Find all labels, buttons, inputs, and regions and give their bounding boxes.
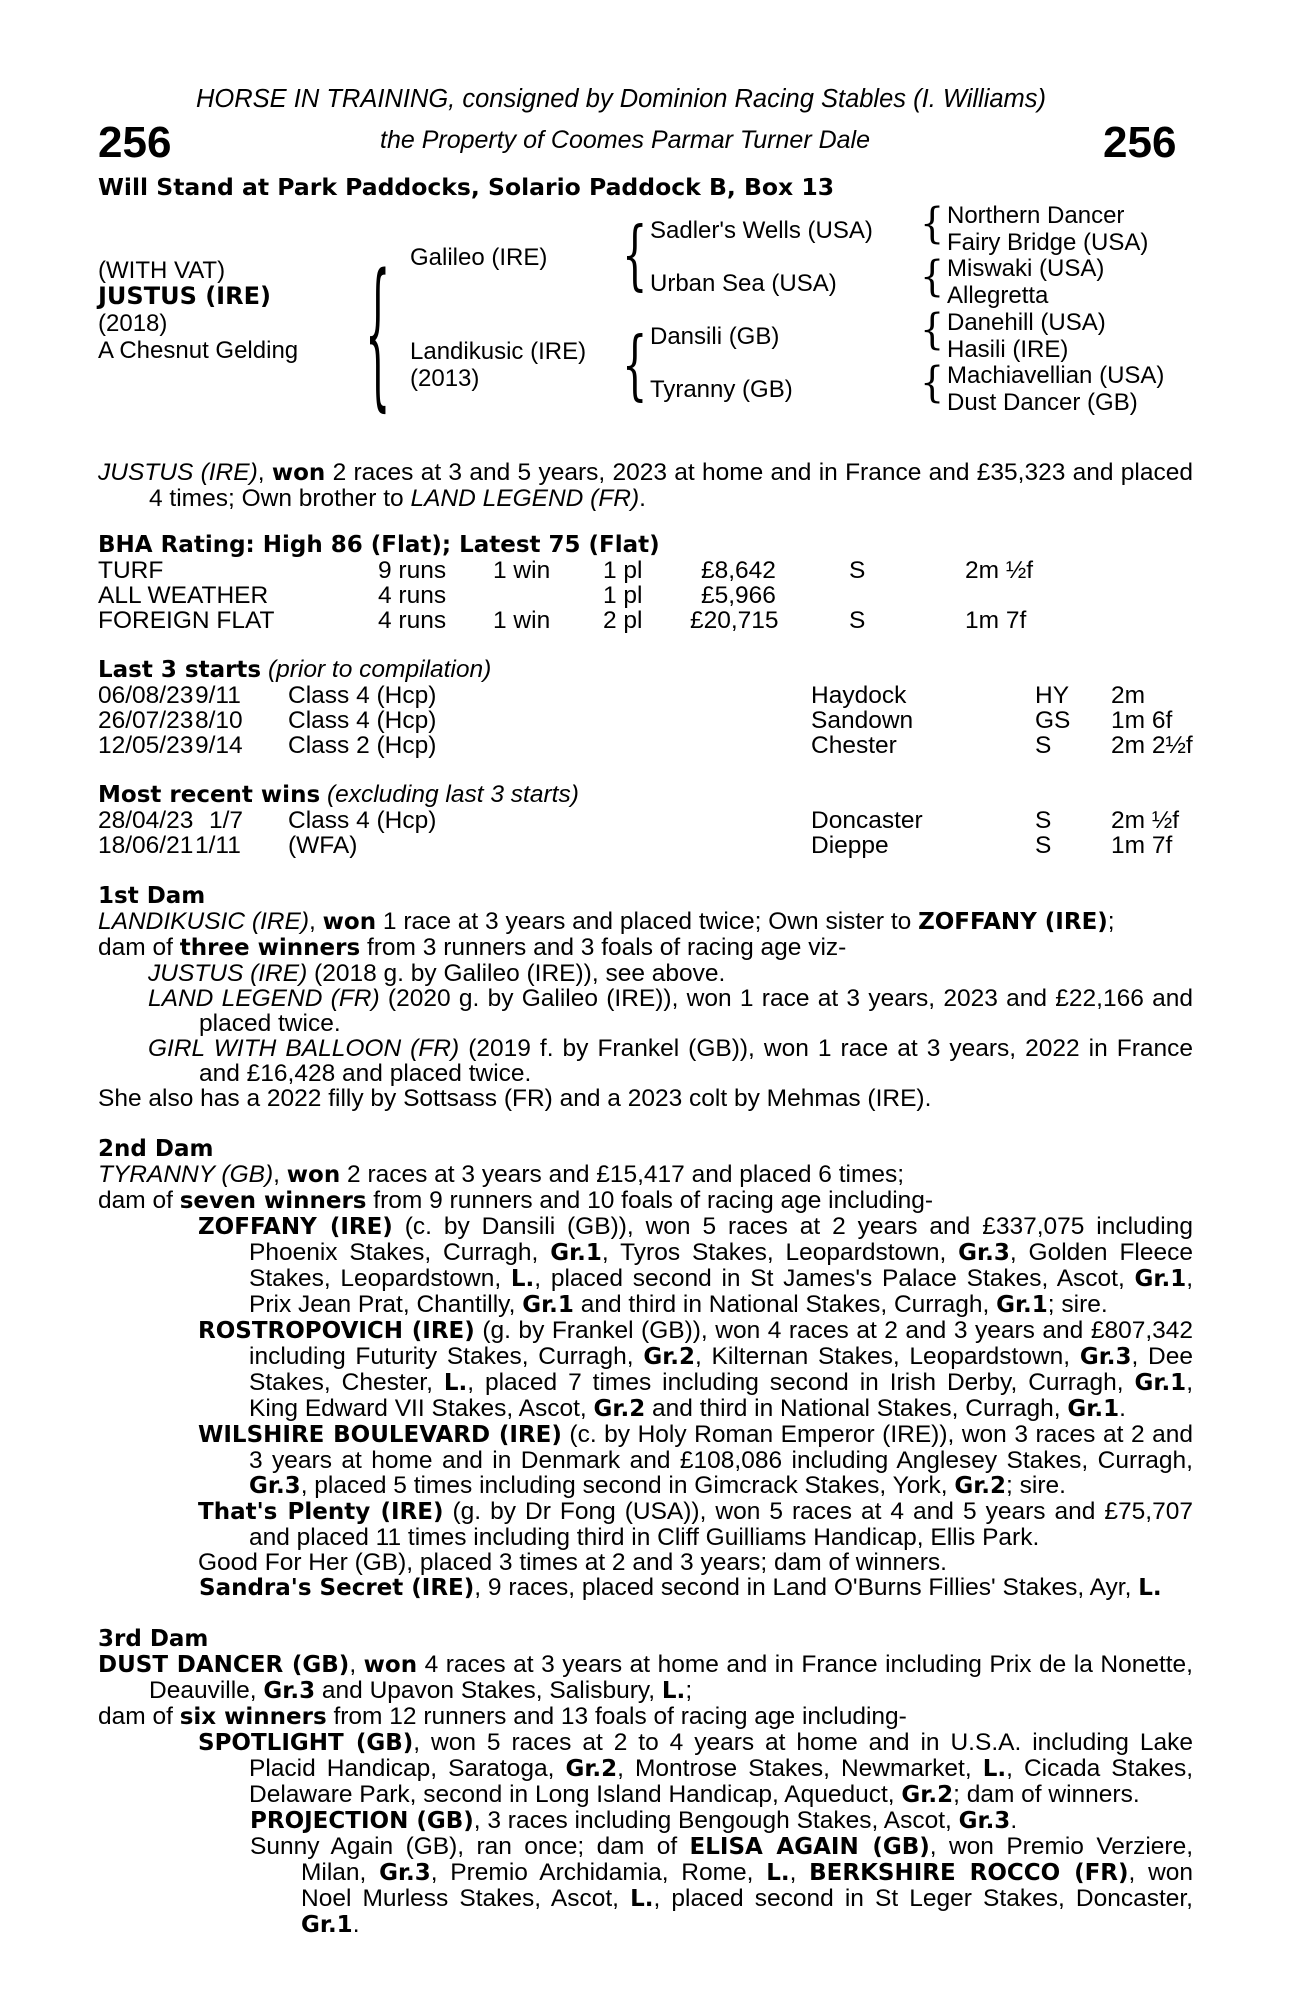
rating-row — [98, 558, 1193, 583]
third-dam-produce-line — [98, 1704, 1193, 1730]
text-run: and Upavon Stakes, Salisbury, — [315, 1677, 662, 1704]
produce-entry-projection — [98, 1808, 1193, 1834]
summary-text: 2 races at 3 and 5 years, 2023 at home and in France and £35,323 and placed 4 times; Own brother to — [149, 459, 1194, 512]
start-date: 26/07/23 — [98, 707, 194, 734]
recent-wins-section — [98, 782, 1193, 858]
rating-runs: 4 runs — [378, 582, 447, 609]
lot-number-left: 256 — [98, 118, 172, 167]
text-run: , Tyros Stakes, Leopardstown, — [601, 1239, 959, 1266]
first-dam-name: LANDIKUSIC (IRE) — [98, 908, 310, 935]
third-dam-dam-of: dam of — [98, 1703, 180, 1730]
start-going: HY — [1035, 682, 1070, 709]
summary-paragraph: JUSTUS (IRE), won 2 races at 3 and 5 years, 2023 at home and in France and £35,323 and placed 4 times; Own brother to LAND LEGEND (FR). — [98, 459, 1194, 512]
first-dam-won: won — [322, 909, 377, 935]
text-run: Gr.2 — [901, 1782, 954, 1808]
rating-wins: 1 win — [493, 557, 551, 584]
rating-runs: 4 runs — [378, 607, 447, 634]
second-dam-section — [98, 1137, 1193, 1601]
dam-year: (2013) — [410, 365, 480, 392]
win-class: (WFA) — [288, 832, 358, 859]
rating-runs: 9 runs — [378, 557, 447, 584]
text-run: Gr.2 — [565, 1756, 618, 1782]
horse-description: A Chesnut Gelding — [98, 337, 299, 364]
rating-wins: 1 win — [493, 607, 551, 634]
first-dam-dam-of: dam of — [98, 934, 180, 961]
text-run: , Kilternan Stakes, Leopardstown, — [695, 1343, 1080, 1370]
text-run: , won Noel Murless Stakes, Ascot, — [301, 1859, 1194, 1912]
catalogue-body — [98, 460, 1193, 1938]
text-run: L. — [661, 1678, 686, 1704]
ss-dam: Fairy Bridge (USA) — [947, 229, 1149, 256]
win-position: 1/11 — [195, 832, 241, 859]
text-run: , Premio Archidamia, Rome, — [430, 1859, 767, 1886]
horse-name: JUSTUS (IRE) — [98, 282, 271, 310]
second-dam-won: won — [286, 1162, 341, 1188]
produce-name: Sandra's Secret (IRE) — [199, 1575, 475, 1601]
win-distance: 2m ½f — [1111, 807, 1180, 834]
consignor-line: HORSE IN TRAINING, consigned by Dominion Racing Stables (I. Williams) — [196, 85, 1047, 113]
rating-money: £8,642 — [701, 557, 776, 584]
start-row — [98, 683, 1193, 708]
win-course: Dieppe — [811, 832, 889, 859]
win-date: 18/06/21 — [98, 832, 194, 859]
second-dam-name: TYRANNY (GB) — [98, 1161, 274, 1188]
first-dam-produce-line — [98, 935, 1193, 961]
third-dam-section — [98, 1627, 1193, 1938]
second-dam-dam-of: dam of — [98, 1187, 180, 1214]
produce-name: PROJECTION (GB) — [250, 1808, 474, 1834]
text-run: (g. by Dr Fong (USA)), won 5 races at 4 and 5 years and £75,707 and placed 11 times including third in Cliff Guilliams Handicap, Ellis Park. — [249, 1498, 1193, 1551]
sd-sire: Miswaki (USA) — [947, 255, 1105, 282]
text-run: Gr.1 — [550, 1240, 602, 1266]
dd-dam: Dust Dancer (GB) — [947, 389, 1138, 416]
sd-dam: Allegretta — [947, 282, 1049, 309]
win-going: S — [1035, 832, 1052, 859]
text-run: , placed second in St Leger Stakes, Doncaster, — [653, 1885, 1193, 1912]
second-dam-intro: TYRANNY (GB), won 2 races at 3 years and £15,417 and placed 6 times; — [98, 1161, 905, 1188]
last-starts-note: (prior to compilation) — [267, 656, 492, 683]
text-run: Gr.3 — [958, 1240, 1010, 1266]
first-dam-viz: from 3 runners and 3 foals of racing age viz- — [360, 934, 847, 961]
text-run: ; dam of winners. — [953, 1781, 1140, 1808]
text-run: L. — [443, 1370, 468, 1396]
win-date: 28/04/23 — [98, 807, 194, 834]
third-dam-won: won — [363, 1652, 418, 1678]
summary-horse: JUSTUS (IRE) — [98, 459, 258, 486]
produce-name: GIRL WITH BALLOON (FR) — [148, 1035, 460, 1062]
start-going: GS — [1035, 707, 1071, 734]
summary-brother: LAND LEGEND (FR) — [410, 485, 640, 512]
rating-title: BHA Rating: High 86 (Flat); Latest 75 (Flat) — [98, 532, 660, 558]
text-run: Gr.1 — [522, 1292, 574, 1318]
brace-dd: { — [920, 358, 945, 407]
produce-name: ZOFFANY (IRE) — [198, 1214, 393, 1240]
rating-row — [98, 608, 1193, 633]
text-run: , 9 races, placed second in Land O'Burns Fillies' Stakes, Ayr, — [474, 1574, 1139, 1601]
rating-going: S — [849, 557, 866, 584]
first-dam-text: 1 race at 3 years and placed twice; Own sister to — [376, 908, 919, 935]
sire-sire: Sadler's Wells (USA) — [650, 217, 873, 244]
rating-surface: FOREIGN FLAT — [98, 607, 275, 634]
last-starts-heading — [98, 657, 1193, 683]
start-position: 8/10 — [195, 707, 243, 734]
brace-ds: { — [920, 305, 945, 354]
text-run: Gr.2 — [593, 1396, 646, 1422]
rating-surface: ALL WEATHER — [98, 582, 269, 609]
horse-year: (2018) — [98, 310, 168, 337]
first-dam-sister: ZOFFANY (IRE) — [918, 909, 1108, 935]
brace-sire: { — [622, 212, 648, 300]
start-position: 9/11 — [195, 682, 241, 709]
produce-text: (2018 g. by Galileo (IRE)), see above. — [307, 960, 726, 987]
dam-name: Landikusic (IRE) — [410, 338, 587, 365]
produce-entry-zoffany — [98, 1214, 1193, 1318]
start-class: Class 2 (Hcp) — [288, 732, 437, 759]
start-date: 12/05/23 — [98, 732, 194, 759]
brace-gen1: { — [365, 244, 391, 428]
rating-places: 1 pl — [603, 582, 643, 609]
start-distance: 1m 6f — [1111, 707, 1173, 734]
produce-entry-wilshire — [98, 1422, 1193, 1499]
text-run: Gr.3 — [263, 1678, 316, 1704]
rating-places: 2 pl — [603, 607, 643, 634]
location-line: Will Stand at Park Paddocks, Solario Paddock B, Box 13 — [98, 173, 835, 201]
brace-dam: { — [622, 322, 648, 410]
produce-entry-sandras-secret — [98, 1575, 1193, 1601]
rating-money: £20,715 — [690, 607, 779, 634]
text-run: , placed 5 times including second in Gimcrack Stakes, York, — [300, 1472, 955, 1499]
ss-sire: Northern Dancer — [947, 202, 1125, 229]
text-run: ; sire. — [1006, 1472, 1066, 1499]
text-run: Sunny Again (GB), ran once; dam of — [250, 1833, 690, 1860]
text-run: . — [1119, 1395, 1126, 1422]
start-row — [98, 733, 1193, 758]
text-run: BERKSHIRE ROCCO (FR) — [809, 1860, 1129, 1886]
third-dam-name: DUST DANCER (GB) — [98, 1652, 350, 1678]
text-run: ; — [685, 1677, 693, 1704]
second-dam-title: 2nd Dam — [98, 1136, 214, 1162]
rating-places: 1 pl — [603, 557, 643, 584]
recent-wins-heading — [98, 782, 1193, 808]
third-dam-including: from 12 runners and 13 foals of racing age including- — [326, 1703, 907, 1730]
text-run: , — [789, 1859, 810, 1886]
dd-sire: Machiavellian (USA) — [947, 362, 1165, 389]
start-course: Haydock — [811, 682, 907, 709]
produce-name: ROSTROPOVICH (IRE) — [198, 1318, 475, 1344]
property-line: the Property of Coomes Parmar Turner Dale — [380, 126, 871, 154]
text-run: , placed 7 times including second in Irish Derby, Curragh, — [467, 1369, 1135, 1396]
win-position: 1/7 — [209, 807, 244, 834]
produce-entry-thats-plenty — [98, 1499, 1193, 1550]
rating-distance: 1m 7f — [965, 607, 1027, 634]
produce-entry-good-for-her: Good For Her (GB), placed 3 times at 2 and 3 years; dam of winners. — [198, 1549, 947, 1576]
summary-won: won — [271, 460, 326, 486]
text-run: , won 5 races at 2 to 4 years at home and in U.S.A. including Lake Placid Handicap, Saratoga, — [249, 1729, 1194, 1782]
brace-ss: { — [920, 199, 945, 248]
win-row — [98, 833, 1193, 858]
produce-name: SPOTLIGHT (GB) — [198, 1730, 414, 1756]
produce-text: (2020 g. by Galileo (IRE)), won 1 race at 3 years, 2023 and £22,166 and placed twice. — [199, 985, 1193, 1037]
dam-sire: Dansili (GB) — [650, 323, 780, 350]
produce-entry-rostropovich — [98, 1318, 1193, 1422]
rating-money: £5,966 — [701, 582, 776, 609]
first-dam-also: She also has a 2022 filly by Sottsass (FR) and a 2023 colt by Mehmas (IRE). — [98, 1085, 932, 1112]
start-date: 06/08/23 — [98, 682, 194, 709]
third-dam-intro — [98, 1652, 1193, 1704]
third-dam-winners: six winners — [179, 1704, 327, 1730]
sire-name: Galileo (IRE) — [410, 244, 548, 271]
start-row — [98, 708, 1193, 733]
text-run: (g. by Frankel (GB)), won 4 races at 2 and 3 years and £807,342 including Futurity Stakes, Curragh, — [249, 1317, 1194, 1370]
text-run: Gr.3 — [1079, 1344, 1132, 1370]
text-run: Gr.2 — [643, 1344, 695, 1370]
text-run: Gr.1 — [1067, 1396, 1120, 1422]
text-run: 4 races at 3 years at home and in France including Prix de la Nonette, Deauville, — [149, 1651, 1193, 1704]
text-run: Gr.1 — [1134, 1370, 1187, 1396]
produce-name: JUSTUS (IRE) — [148, 960, 308, 987]
text-run: Gr.3 — [249, 1473, 301, 1499]
text-run: and third in National Stakes, Curragh, — [573, 1291, 997, 1318]
brace-sd: { — [920, 252, 945, 301]
win-going: S — [1035, 807, 1052, 834]
start-class: Class 4 (Hcp) — [288, 707, 437, 734]
summary-end: . — [639, 485, 646, 512]
rating-distance: 2m ½f — [965, 557, 1034, 584]
second-dam-winners: seven winners — [179, 1188, 367, 1214]
dam-dam: Tyranny (GB) — [650, 376, 793, 403]
text-run: , Cicada Stakes, Delaware Park, second in Long Island Handicap, Aqueduct, — [249, 1755, 1194, 1808]
produce-entry-sunny-again — [98, 1834, 1193, 1938]
text-run: Gr.3 — [379, 1860, 431, 1886]
text-run: Gr.1 — [1134, 1266, 1187, 1292]
start-going: S — [1035, 732, 1052, 759]
text-run: L. — [630, 1886, 654, 1912]
last-starts-section — [98, 657, 1193, 758]
text-run: L. — [766, 1860, 790, 1886]
produce-name: ELISA AGAIN (GB) — [689, 1834, 930, 1860]
sire-dam: Urban Sea (USA) — [650, 270, 837, 297]
start-course: Sandown — [811, 707, 914, 734]
start-distance: 2m 2½f — [1111, 732, 1193, 759]
first-dam-winners: three winners — [179, 935, 361, 961]
win-distance: 1m 7f — [1111, 832, 1173, 859]
produce-entry — [98, 1036, 1193, 1086]
produce-entry — [98, 961, 1193, 986]
text-run: (c. by Dansili (GB)), won 5 races at 2 years and £337,075 including Phoenix Stakes, Curragh, — [249, 1213, 1193, 1266]
first-dam-intro: LANDIKUSIC (IRE), won 1 race at 3 years and placed twice; Own sister to ZOFFANY (IRE); — [98, 908, 1115, 935]
text-run: , King Edward VII Stakes, Ascot, — [249, 1369, 1193, 1422]
third-dam-title: 3rd Dam — [98, 1626, 209, 1652]
first-dam-title: 1st Dam — [98, 883, 206, 909]
text-run: L. — [510, 1266, 535, 1292]
text-run: and third in National Stakes, Curragh, — [645, 1395, 1068, 1422]
second-dam-produce-line — [98, 1188, 1193, 1214]
text-run: , 3 races including Bengough Stakes, Ascot, — [473, 1807, 959, 1834]
text-run: . — [352, 1911, 360, 1938]
start-course: Chester — [811, 732, 897, 759]
recent-wins-title: Most recent wins — [98, 782, 321, 808]
recent-wins-note: (excluding last 3 starts) — [326, 781, 579, 808]
win-class: Class 4 (Hcp) — [288, 807, 437, 834]
win-row — [98, 808, 1193, 833]
text-run: , — [349, 1651, 364, 1678]
vat-label: (WITH VAT) — [98, 257, 226, 284]
pedigree-block — [0, 0, 1314, 430]
produce-entry-spotlight — [98, 1730, 1193, 1808]
text-run: Gr.3 — [958, 1808, 1011, 1834]
text-run: , Dee Stakes, Chester, — [249, 1343, 1193, 1396]
text-run: Gr.1 — [301, 1912, 353, 1938]
rating-surface: TURF — [98, 557, 164, 584]
text-run: ; sire. — [1047, 1291, 1108, 1318]
start-position: 9/14 — [195, 732, 243, 759]
text-run: L. — [1138, 1575, 1162, 1601]
first-dam-section — [98, 884, 1193, 1111]
text-run: . — [1010, 1807, 1018, 1834]
start-class: Class 4 (Hcp) — [288, 682, 437, 709]
lot-number-right: 256 — [1103, 118, 1177, 167]
text-run: Gr.1 — [996, 1292, 1048, 1318]
rating-going: S — [849, 607, 866, 634]
second-dam-text: 2 races at 3 years and £15,417 and placed 6 times; — [340, 1161, 905, 1188]
rating-row — [98, 583, 1193, 608]
last-starts-title: Last 3 starts — [98, 657, 262, 683]
second-dam-including: from 9 runners and 10 foals of racing age including- — [366, 1187, 934, 1214]
text-run: , placed second in St James's Palace Stakes, Ascot, — [534, 1265, 1135, 1292]
text-run: L. — [982, 1756, 1007, 1782]
produce-text: (2019 f. by Frankel (GB)), won 1 race at 3 years, 2022 in France and £16,428 and placed twice. — [199, 1035, 1193, 1087]
produce-name: WILSHIRE BOULEVARD (IRE) — [198, 1422, 562, 1448]
rating-section — [98, 533, 1193, 633]
produce-entry — [98, 986, 1193, 1036]
text-run: , won Premio Verziere, Milan, — [301, 1833, 1194, 1886]
ds-sire: Danehill (USA) — [947, 309, 1106, 336]
ds-dam: Hasili (IRE) — [947, 336, 1069, 363]
win-course: Doncaster — [811, 807, 923, 834]
text-run: , Montrose Stakes, Newmarket, — [617, 1755, 983, 1782]
produce-name: That's Plenty (IRE) — [198, 1499, 444, 1525]
text-run: Gr.2 — [954, 1473, 1007, 1499]
start-distance: 2m — [1111, 682, 1146, 709]
produce-name: LAND LEGEND (FR) — [148, 985, 380, 1012]
first-dam-text-end: ; — [1107, 908, 1115, 935]
text-run: , Prix Jean Prat, Chantilly, — [249, 1265, 1194, 1318]
text-run: (c. by Holy Roman Emperor (IRE)), won 3 races at 2 and 3 years at home and in Denmark and £108,086 including Anglesey Stakes, Curragh, — [249, 1421, 1194, 1474]
text-run: , Golden Fleece Stakes, Leopardstown, — [249, 1239, 1193, 1292]
